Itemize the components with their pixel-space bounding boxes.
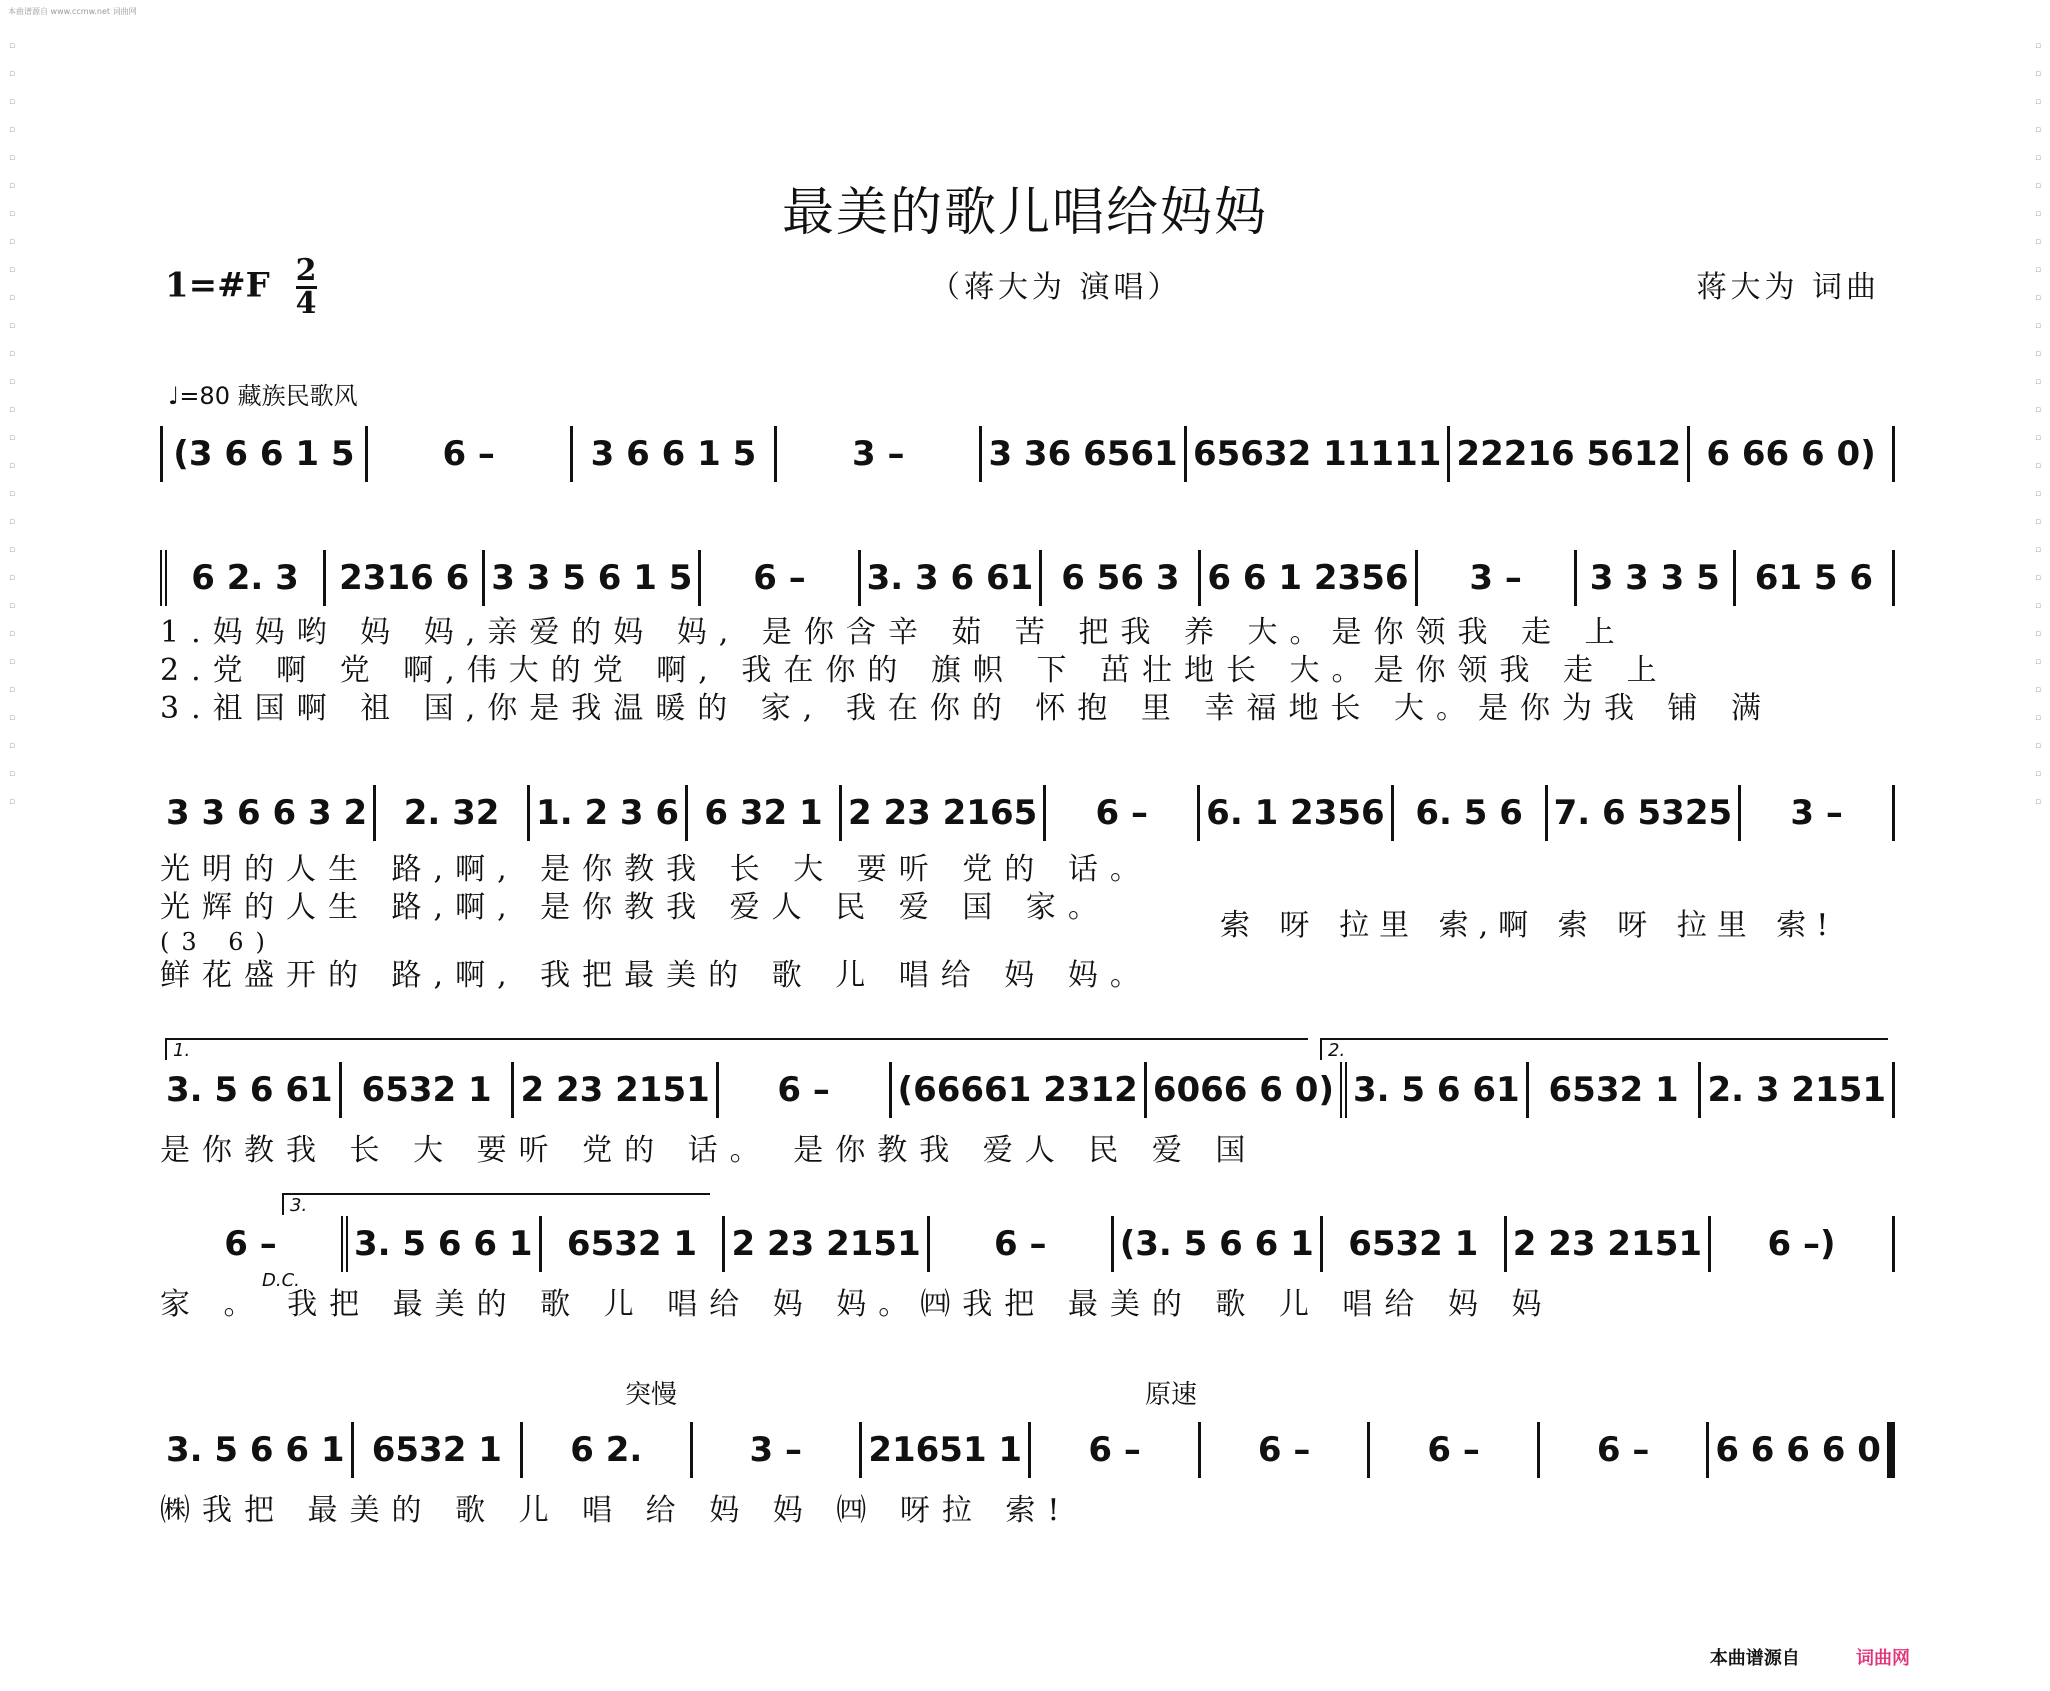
watermark-mark: ▫ [2034,629,2042,639]
measure-notes: 7. 6 5325 [1553,793,1733,833]
measure-notes: 6 – [224,1224,277,1264]
watermark-mark: ▫ [2034,97,2042,107]
lyric-line: ㈱我把 最美的 歌 儿 唱 给 妈 妈 ㈣ 呀拉 索! [160,1493,1072,1528]
measure [1201,1422,1370,1478]
watermark-mark: ▫ [8,629,16,639]
measure [1187,426,1450,482]
measure-notes: 2. 32 [403,793,500,833]
watermark-mark: ▫ [2034,517,2042,527]
watermark-mark: ▫ [2034,545,2042,555]
source-label: 本曲谱源自 [1709,1648,1800,1669]
measure-notes: 6 2. 3 [191,558,299,598]
measure [1741,785,1895,841]
measure-notes: 6 – [777,1070,830,1110]
measure-notes: 6532 1 [566,1224,698,1264]
watermark-mark: ▫ [8,573,16,583]
measure [160,1216,348,1272]
measure-notes: 6. 1 2356 [1206,793,1385,833]
measure [1736,550,1895,606]
performer: （蒋大为 演唱） [930,270,1182,305]
measure-notes: 6 – [442,434,495,474]
measure [1418,550,1577,606]
watermark-mark: ▫ [8,461,16,471]
lyric-line: 是你教我 长 大 要听 党的 话。 是你教我 爱人 民 爱 国 [160,1133,1258,1168]
measure-notes: 3 – [1790,793,1843,833]
measure-notes: 21651 1 [868,1430,1023,1470]
measure-notes: 3 – [1469,558,1522,598]
brand-link[interactable]: 词曲网 [1856,1648,1910,1669]
measure [1577,550,1736,606]
watermark-mark: ▫ [8,601,16,611]
notes-line [160,424,1895,484]
measure-notes: 3 3 3 5 [1589,558,1720,598]
watermark-mark: ▫ [8,97,16,107]
measure-notes: 6532 1 [361,1070,492,1110]
watermark-mark: ▫ [2034,769,2042,779]
measure [1690,426,1895,482]
score-row-4 [160,1060,1895,1170]
left-watermark-strip [4,40,20,1651]
measure [376,785,530,841]
watermark-mark: ▫ [8,741,16,751]
lyric-verse-2: 2.党 啊 党 啊,伟大的党 啊, 我在你的 旗帜 下 茁壮地长 大。是你领我 走 上 [160,653,1669,688]
lyric-verse-1: 光明的人生 路,啊, 是你教我 长 大 要听 党的 话。 [160,852,1152,887]
lyric-verse-1: 1.妈妈哟 妈 妈,亲爱的妈 妈, 是你含辛 茹 苦 把我 养 大。是你领我 走 上 [160,615,1627,650]
watermark-mark: ▫ [2034,209,2042,219]
watermark-mark: ▫ [2034,293,2042,303]
watermark-mark: ▫ [8,321,16,331]
measure-notes: (66661 2312 [897,1070,1138,1110]
measure [1031,1422,1200,1478]
measure [542,1216,726,1272]
score-row-2 [160,548,1895,728]
measure [1540,1422,1709,1478]
measure [326,550,485,606]
measure [348,1216,542,1272]
measure-notes: 6 56 3 [1061,558,1180,598]
measure [160,1062,342,1118]
score-row-5 [160,1214,1895,1324]
measure [485,550,701,606]
measure [160,785,376,841]
measure-notes: 6 – [993,1224,1047,1264]
measure [693,1422,862,1478]
volta-2: 2. [1320,1038,1888,1060]
measure [1529,1062,1702,1118]
watermark-mark: ▫ [2034,405,2042,415]
watermark-mark: ▫ [8,377,16,387]
notes-line [160,548,1895,608]
watermark-mark: ▫ [8,657,16,667]
measure [1394,785,1548,841]
measure [777,426,982,482]
watermark-mark: ▫ [8,153,16,163]
measure-notes: 6 32 1 [704,793,823,833]
watermark-mark: ▫ [2034,153,2042,163]
measure-notes: 3. 5 6 6 1 [166,1430,345,1470]
watermark-mark: ▫ [2034,713,2042,723]
measure-notes: 6532 1 [1348,1224,1479,1264]
time-bottom: 4 [295,286,317,321]
measure-notes: 2. 3 2151 [1707,1070,1887,1110]
measure [1370,1422,1539,1478]
refrain-lyric: 索 呀 拉里 索,啊 索 呀 拉里 索! [1220,908,1839,943]
measure-notes: (3 6 6 1 5 [173,434,355,474]
measure [523,1422,692,1478]
watermark-mark: ▫ [2034,265,2042,275]
watermark-mark: ▫ [2034,237,2042,247]
score-row-3 [160,783,1895,995]
measure-notes: 6 – [1088,1430,1141,1470]
measure [1042,550,1201,606]
measure-notes: 6 – [1427,1430,1480,1470]
watermark-mark: ▫ [2034,321,2042,331]
measure-notes: 22216 5612 [1456,434,1682,474]
score-row-1 [160,424,1895,484]
volta-3: 3. [282,1193,710,1215]
measure [160,1422,354,1478]
measure-notes: 65632 11111 [1192,434,1442,474]
measure [573,426,778,482]
watermark-mark: ▫ [8,545,16,555]
measure [725,1216,929,1272]
source-footer [1710,1644,1910,1670]
notes-line [160,1060,1895,1120]
measure-notes: 3. 5 6 61 [1352,1070,1520,1110]
watermark-mark: ▫ [2034,181,2042,191]
measure-notes: 2 23 2151 [1512,1224,1703,1264]
lyric-block [160,851,1895,995]
watermark-mark: ▫ [2034,489,2042,499]
watermark-mark: ▫ [2034,125,2042,135]
measure-notes: 6066 6 0) [1152,1070,1334,1110]
song-title: 最美的歌儿唱给妈妈 [781,183,1268,243]
measure-notes: 3. 3 6 61 [866,558,1034,598]
measure-notes: 3 36 6561 [988,434,1178,474]
watermark-mark: ▫ [2034,69,2042,79]
watermark-mark: ▫ [8,769,16,779]
tempo-marking: ♩=80 藏族民歌风 [168,382,358,410]
watermark-mark: ▫ [8,433,16,443]
measure [842,785,1046,841]
measure [368,426,573,482]
measure-notes: 2 23 2165 [847,793,1038,833]
watermark-mark: ▫ [2034,797,2042,807]
measure [1709,1422,1895,1478]
measure-notes: 3 3 5 6 1 5 [491,558,693,598]
score-row-6 [160,1420,1895,1530]
measure-notes: 6 – [1095,793,1148,833]
watermark-mark: ▫ [2034,741,2042,751]
notes-line [160,1420,1895,1480]
measure [1201,550,1417,606]
watermark-mark: ▫ [2034,377,2042,387]
measure-notes: 6. 5 6 [1415,793,1523,833]
measure [160,426,368,482]
measure [1114,1216,1323,1272]
measure-notes: 6 – [1257,1430,1311,1470]
watermark-mark: ▫ [8,349,16,359]
watermark-mark: ▫ [2034,461,2042,471]
measure [1323,1216,1507,1272]
watermark-mark: ▫ [8,685,16,695]
measure-notes: 6 2. [570,1430,643,1470]
measure [1450,426,1690,482]
measure [1548,785,1742,841]
notes-line [160,1214,1895,1274]
measure-notes: 3 6 6 1 5 [590,434,757,474]
measure [514,1062,718,1118]
lyric-verse-3: 3.祖国啊 祖 国,你是我温暖的 家, 我在你的 怀抱 里 幸福地长 大。是你为我 铺 满 [160,691,1774,726]
measure [862,1422,1031,1478]
dc-mark: D.C. [262,1270,300,1291]
watermark-mark: ▫ [8,41,16,51]
measure [530,785,688,841]
measure-notes: 6 –) [1767,1224,1836,1264]
watermark-mark: ▫ [2034,657,2042,667]
measure-notes: 3. 5 6 6 1 [353,1224,533,1264]
measure-notes: 2 23 2151 [520,1070,710,1110]
watermark-mark: ▫ [8,797,16,807]
measure [701,550,860,606]
measure [982,426,1187,482]
watermark-mark: ▫ [8,517,16,527]
lyric-line: 家 。 我把 最美的 歌 儿 唱给 妈 妈。㈣我把 最美的 歌 儿 唱给 妈 妈 [160,1287,1554,1322]
watermark-mark: ▫ [8,209,16,219]
measure-notes: 2 23 2151 [731,1224,921,1264]
measure-notes: 6 6 1 2356 [1207,558,1409,598]
lyric-verse-3: 鲜花盛开的 路,啊, 我把最美的 歌 儿 唱给 妈 妈。 [160,958,1152,993]
watermark-mark: ▫ [2034,433,2042,443]
measure-notes: 61 5 6 [1754,558,1874,598]
measure [160,550,326,606]
notes-line [160,783,1895,843]
measure-notes: 3. 5 6 61 [166,1070,333,1110]
measure-notes: 6532 1 [1548,1070,1679,1110]
measure-notes: 2316 6 [339,558,470,598]
measure [930,1216,1114,1272]
measure [1711,1216,1895,1272]
top-note: 本曲谱源自 www.ccmw.net 词曲网 [8,7,137,16]
key-label: 1=#F [165,265,270,306]
watermark-mark: ▫ [8,181,16,191]
measure-notes: 3 – [749,1430,802,1470]
watermark-mark: ▫ [8,125,16,135]
measure [861,550,1043,606]
key-signature [165,253,317,321]
measure [1347,1062,1529,1118]
measure [1200,785,1394,841]
watermark-mark: ▫ [8,265,16,275]
watermark-mark: ▫ [8,405,16,415]
lyric-verse-2: 光辉的人生 路,啊, 是你教我 爱人 民 爱 国 家。 [160,890,1110,925]
watermark-mark: ▫ [8,713,16,723]
time-signature [295,253,317,321]
watermark-mark: ▫ [2034,349,2042,359]
watermark-mark: ▫ [8,489,16,499]
measure-notes: 6532 1 [371,1430,502,1470]
measure-notes: 6 66 6 0) [1706,434,1876,474]
measure-notes: 6 – [753,558,806,598]
measure [688,785,842,841]
measure [719,1062,892,1118]
measure-notes: 3 3 6 6 3 2 [166,793,368,833]
watermark-mark: ▫ [8,293,16,303]
measure-notes: (3. 5 6 6 1 [1119,1224,1314,1264]
watermark-mark: ▫ [8,69,16,79]
measure [892,1062,1147,1118]
measure [354,1422,523,1478]
watermark-mark: ▫ [2034,41,2042,51]
measure [1507,1216,1711,1272]
tempo-original-mark: 原速 [1145,1380,1198,1410]
measure-notes: 6 – [1596,1430,1650,1470]
watermark-mark: ▫ [8,237,16,247]
tempo-slow-mark: 突慢 [625,1380,678,1410]
measure-notes: 3 – [852,434,905,474]
lyric-verse-3-notes: (3 6) [160,928,277,956]
measure [1046,785,1200,841]
watermark-mark: ▫ [2034,685,2042,695]
volta-1: 1. [165,1038,1308,1060]
measure-notes: 6 6 6 6 0 [1715,1430,1881,1470]
measure [342,1062,515,1118]
watermark-mark: ▫ [2034,601,2042,611]
measure-notes: 1. 2 3 6 [536,793,680,833]
watermark-mark: ▫ [2034,573,2042,583]
composer: 蒋大为 词曲 [1696,270,1880,305]
right-watermark-strip [2030,40,2046,1651]
measure [1147,1062,1347,1118]
measure [1701,1062,1895,1118]
time-top: 2 [295,253,317,288]
